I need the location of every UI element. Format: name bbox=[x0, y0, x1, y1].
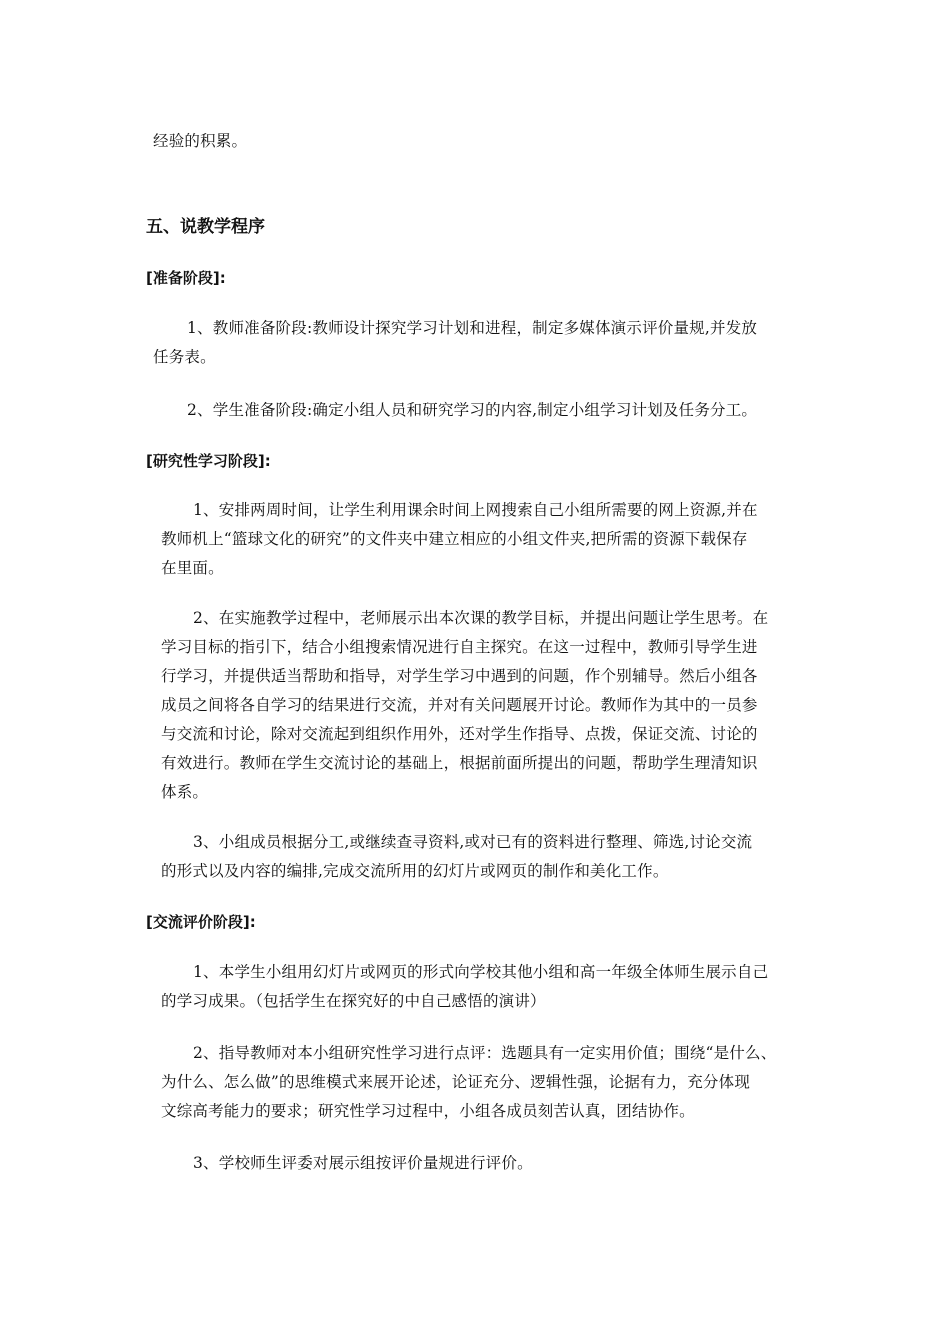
evaluation-p1-line1: 1、本学生小组用幻灯片或网页的形式向学校其他小组和高一年级全体师生展示自己 bbox=[193, 963, 769, 981]
evaluation-p3-line1: 3、学校师生评委对展示组按评价量规进行评价。 bbox=[193, 1154, 533, 1172]
research-p2-line2: 学习目标的指引下，结合小组搜索情况进行自主探究。在这一过程中，教师引导学生进 bbox=[161, 638, 758, 656]
prep-p1-line2: 任务表。 bbox=[153, 348, 216, 366]
evaluation-p2-line1: 2、指导教师对本小组研究性学习进行点评：选题具有一定实用价值；围绕“是什么、 bbox=[193, 1044, 777, 1062]
prep-stage-header: [准备阶段]: bbox=[146, 269, 226, 287]
research-p1-line2: 教师机上“篮球文化的研究”的文件夹中建立相应的小组文件夹,把所需的资源下载保存 bbox=[161, 530, 748, 548]
section-title: 五、说教学程序 bbox=[146, 217, 265, 237]
evaluation-p2-line3: 文综高考能力的要求；研究性学习过程中，小组各成员刻苦认真，团结协作。 bbox=[161, 1102, 695, 1120]
research-stage-header: [研究性学习阶段]: bbox=[146, 452, 271, 470]
research-p2-line7: 体系。 bbox=[161, 783, 209, 801]
research-p2-line1: 2、在实施教学过程中，老师展示出本次课的教学目标，并提出问题让学生思考。在 bbox=[193, 609, 769, 627]
prep-p1-line1: 1、教师准备阶段:教师设计探究学习计划和进程，制定多媒体演示评价量规,并发放 bbox=[187, 319, 758, 337]
research-p2-line6: 有效进行。教师在学生交流讨论的基础上，根据前面所提出的问题，帮助学生理清知识 bbox=[161, 754, 758, 772]
research-p2-line4: 成员之间将各自学习的结果进行交流，并对有关问题展开讨论。教师作为其中的一员参 bbox=[161, 696, 758, 714]
research-p2-line5: 与交流和讨论，除对交流起到组织作用外，还对学生作指导、点拨，保证交流、讨论的 bbox=[161, 725, 758, 743]
research-p3-line2: 的形式以及内容的编排,完成交流所用的幻灯片或网页的制作和美化工作。 bbox=[161, 862, 669, 880]
evaluation-p2-line2: 为什么、怎么做”的思维模式来展开论述，论证充分、逻辑性强，论据有力，充分体现 bbox=[161, 1073, 751, 1091]
research-p1-line1: 1、安排两周时间，让学生利用课余时间上网搜索自己小组所需要的网上资源,并在 bbox=[193, 501, 758, 519]
prep-p2-line1: 2、学生准备阶段:确定小组人员和研究学习的内容,制定小组学习计划及任务分工。 bbox=[187, 401, 758, 419]
research-p3-line1: 3、小组成员根据分工,或继续查寻资料,或对已有的资料进行整理、筛选,讨论交流 bbox=[193, 833, 753, 851]
evaluation-p1-line2: 的学习成果。（包括学生在探究好的中自己感悟的演讲） bbox=[161, 992, 546, 1010]
research-p2-line3: 行学习，并提供适当帮助和指导，对学生学习中遇到的问题，作个别辅导。然后小组各 bbox=[161, 667, 758, 685]
evaluation-stage-header: [交流评价阶段]: bbox=[146, 913, 256, 931]
research-p1-line3: 在里面。 bbox=[161, 559, 224, 577]
intro-tail-text: 经验的积累。 bbox=[153, 132, 248, 150]
